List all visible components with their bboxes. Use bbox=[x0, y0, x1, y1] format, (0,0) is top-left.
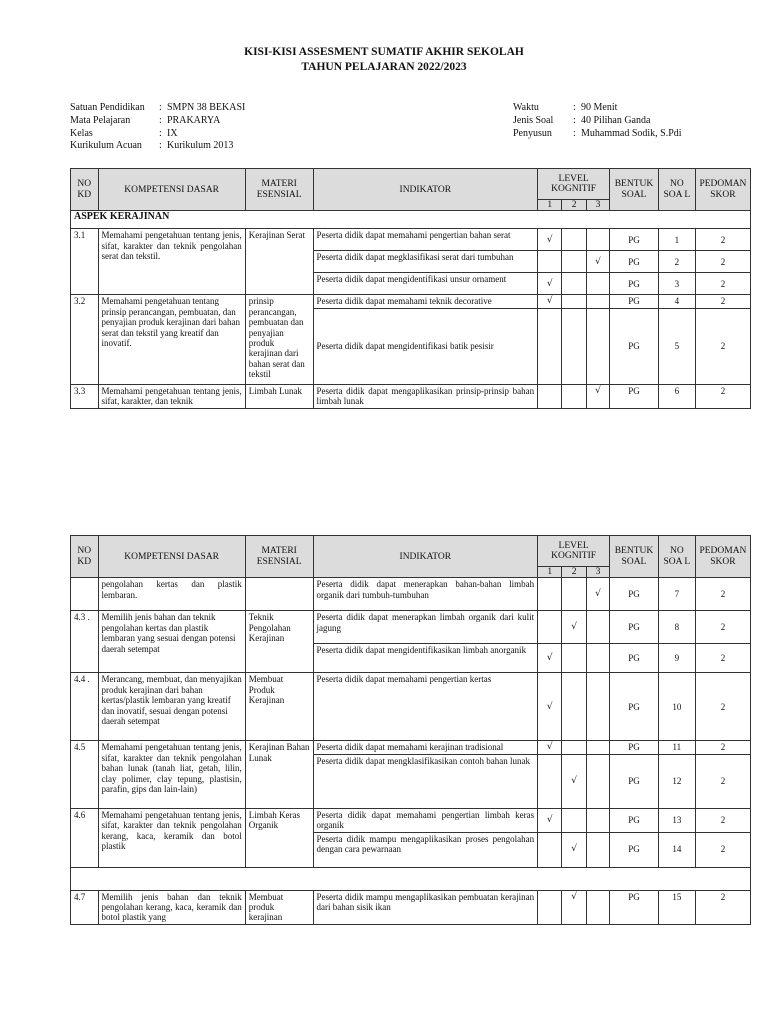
indikator-text: Peserta didik mampu mengaplikasikan proses pengolahan dengan cara pewarnaan bbox=[313, 832, 538, 867]
header-bentuk: BENTUK SOAL bbox=[610, 536, 659, 578]
bentuk-soal: PG bbox=[610, 832, 659, 867]
kd-number: 3.2 bbox=[71, 295, 99, 384]
indikator-text: Peserta didik dapat memahami pengertian kertas bbox=[313, 673, 538, 741]
bentuk-soal: PG bbox=[610, 229, 659, 251]
table-row bbox=[71, 295, 751, 308]
header-no-soal: NO SOA L bbox=[658, 536, 695, 578]
table-row bbox=[71, 611, 751, 644]
kd-text: Memahami pengetahuan tentang jenis, sifat, karakter dan teknik pengolahan kerang, kaca, keramik dan botol plastik bbox=[98, 808, 245, 867]
info-value: 40 Pilihan Ganda bbox=[581, 114, 651, 126]
kisi-table-1 bbox=[70, 168, 751, 409]
level-check: √ bbox=[586, 578, 609, 611]
kd-number: 4.5 bbox=[71, 741, 99, 808]
level-check: √ bbox=[562, 832, 586, 867]
indikator-text: Peserta didik dapat mengidentifikasi batik pesisir bbox=[313, 308, 538, 384]
header-level-3: 3 bbox=[586, 567, 609, 578]
bentuk-soal: PG bbox=[610, 890, 659, 924]
indikator-text: Peserta didik dapat mengklasifikasikan contoh bahan lunak bbox=[313, 754, 538, 808]
level-check: √ bbox=[538, 295, 562, 308]
level-check: √ bbox=[538, 673, 562, 741]
skor: 2 bbox=[695, 741, 750, 754]
header-level-2: 2 bbox=[562, 200, 586, 211]
level-check: √ bbox=[538, 273, 562, 295]
table-row bbox=[71, 673, 751, 741]
kisi-table-2 bbox=[70, 535, 751, 925]
no-soal: 11 bbox=[658, 741, 695, 754]
materi-text: Kerajinan Bahan Lunak bbox=[245, 741, 313, 808]
indikator-text: Peserta didik dapat mengidentifikasikan limbah anorganik bbox=[313, 644, 538, 673]
kd-number: 3.1 bbox=[71, 229, 99, 295]
header-bentuk: BENTUK SOAL bbox=[610, 169, 659, 211]
materi-text: Teknik Pengolahan Kerajinan bbox=[245, 611, 313, 673]
skor: 2 bbox=[695, 308, 750, 384]
info-value: SMPN 38 BEKASI bbox=[167, 102, 246, 113]
no-soal: 2 bbox=[658, 251, 695, 273]
no-soal: 3 bbox=[658, 273, 695, 295]
no-soal: 12 bbox=[658, 754, 695, 808]
skor: 2 bbox=[695, 832, 750, 867]
info-label: Kurikulum Acuan bbox=[70, 140, 142, 152]
indikator-text: Peserta didik dapat menerapkan limbah organik dari kulit jagung bbox=[313, 611, 538, 644]
materi-text: Limbah Lunak bbox=[245, 384, 313, 408]
materi-text: Membuat Produk Kerajinan bbox=[245, 673, 313, 741]
bentuk-soal: PG bbox=[610, 578, 659, 611]
no-soal: 5 bbox=[658, 308, 695, 384]
no-soal: 13 bbox=[658, 808, 695, 832]
kd-text: Merancang, membuat, dan menyajikan produk kerajinan dari bahan kertas/plastik lembaran yang kreatif dan inovatif, sesuai dengan potensi daerah setempat bbox=[98, 673, 245, 741]
bentuk-soal: PG bbox=[610, 295, 659, 308]
kd-text: Memahami pengetahuan tentang jenis, sifat, karakter, dan teknik bbox=[98, 384, 245, 408]
kd-text: Memahami pengetahuan tentang jenis, sifat, karakter dan teknik pengolahan serat dan tekstil. bbox=[98, 229, 245, 295]
no-soal: 15 bbox=[658, 890, 695, 924]
section-title: ASPEK KERAJINAN bbox=[71, 211, 751, 229]
header-materi: MATERI ESENSIAL bbox=[245, 169, 313, 211]
kd-number: 3.3 bbox=[71, 384, 99, 408]
kd-number: 4.6 bbox=[71, 808, 99, 867]
info-right: Waktu : 90 Menit Jenis Soal : 40 Pilihan Ganda Penyusun : Muhammad Sodik, S.Pdi bbox=[513, 102, 682, 139]
materi-text: Kerajinan Serat bbox=[245, 229, 313, 295]
level-check: √ bbox=[538, 229, 562, 251]
indikator-text: Peserta didik dapat memahami pengertian limbah keras organik bbox=[313, 808, 538, 832]
materi-text: Limbah Keras Organik bbox=[245, 808, 313, 867]
info-label: Satuan Pendidikan bbox=[70, 102, 145, 113]
empty-row bbox=[71, 867, 751, 890]
document-title: KISI-KISI ASSESMENT SUMATIF AKHIR SEKOLAH bbox=[244, 46, 524, 58]
skor: 2 bbox=[695, 251, 750, 273]
table-row bbox=[71, 384, 751, 408]
info-label: Kelas bbox=[70, 127, 93, 139]
skor: 2 bbox=[695, 273, 750, 295]
indikator-text: Peserta didik dapat memahami kerajinan tradisional bbox=[313, 741, 538, 754]
skor: 2 bbox=[695, 808, 750, 832]
document-subtitle: TAHUN PELAJARAN 2022/2023 bbox=[301, 61, 467, 73]
no-soal: 7 bbox=[658, 578, 695, 611]
indikator-text: Peserta didik dapat memahami teknik decorative bbox=[313, 295, 538, 308]
skor: 2 bbox=[695, 578, 750, 611]
header-materi: MATERI ESENSIAL bbox=[245, 536, 313, 578]
header-indikator: INDIKATOR bbox=[313, 169, 538, 211]
kd-text: Memilih jenis bahan dan teknik pengolahan kerang, kaca, keramik dan botol plastik yang bbox=[98, 890, 245, 924]
level-check: √ bbox=[538, 808, 562, 832]
no-soal: 6 bbox=[658, 384, 695, 408]
skor: 2 bbox=[695, 611, 750, 644]
table-row bbox=[71, 741, 751, 754]
kd-text: Memahami pengetahuan tentang prinsip perancangan, pembuatan, dan penyajian produk kerajinan dari bahan serat dan tekstil yang kreatif dan inovatif. bbox=[98, 295, 245, 384]
level-check: √ bbox=[562, 754, 586, 808]
header-no-kd: NO KD bbox=[71, 536, 99, 578]
bentuk-soal: PG bbox=[610, 611, 659, 644]
table-row bbox=[71, 808, 751, 832]
bentuk-soal: PG bbox=[610, 384, 659, 408]
indikator-text: Peserta didik dapat megklasifikasi serat dari tumbuhan bbox=[313, 251, 538, 273]
bentuk-soal: PG bbox=[610, 273, 659, 295]
level-check: √ bbox=[538, 644, 562, 673]
header-no-kd: NO KD bbox=[71, 169, 99, 211]
no-soal: 14 bbox=[658, 832, 695, 867]
bentuk-soal: PG bbox=[610, 808, 659, 832]
skor: 2 bbox=[695, 754, 750, 808]
level-check: √ bbox=[562, 890, 586, 924]
table-row bbox=[71, 890, 751, 924]
level-check: √ bbox=[538, 741, 562, 754]
bentuk-soal: PG bbox=[610, 308, 659, 384]
kd-text: Memilih jenis bahan dan teknik pengolahan kertas dan plastik lembaran yang sesuai dengan potensi daerah setempat bbox=[98, 611, 245, 673]
indikator-text: Peserta didik dapat mengidentifikasi unsur ornament bbox=[313, 273, 538, 295]
info-value: PRAKARYA bbox=[167, 114, 221, 126]
info-left: Satuan Pendidikan : SMPN 38 BEKASI Mata Pelajaran : PRAKARYA Kelas : IX Kurikulum Acuan : Kurikulum 2013 bbox=[70, 102, 246, 152]
bentuk-soal: PG bbox=[610, 673, 659, 741]
info-label: Mata Pelajaran bbox=[70, 114, 131, 126]
info-label: Jenis Soal bbox=[513, 114, 554, 126]
header-no-soal: NO SOA L bbox=[658, 169, 695, 211]
header-pedoman: PEDOMAN SKOR bbox=[695, 169, 750, 211]
no-soal: 8 bbox=[658, 611, 695, 644]
materi-text: prinsip perancangan, pembuatan dan penyajian produk kerajinan dari bahan serat dan tekstil bbox=[245, 295, 313, 384]
kd-text: pengolahan kertas dan plastik lembaran. bbox=[98, 578, 245, 611]
bentuk-soal: PG bbox=[610, 741, 659, 754]
no-soal: 9 bbox=[658, 644, 695, 673]
header-level-2: 2 bbox=[562, 567, 586, 578]
bentuk-soal: PG bbox=[610, 644, 659, 673]
info-label: Waktu bbox=[513, 102, 539, 113]
no-soal: 10 bbox=[658, 673, 695, 741]
bentuk-soal: PG bbox=[610, 251, 659, 273]
header-pedoman: PEDOMAN SKOR bbox=[695, 536, 750, 578]
skor: 2 bbox=[695, 295, 750, 308]
table-row bbox=[71, 229, 751, 251]
bentuk-soal: PG bbox=[610, 754, 659, 808]
kd-number: 4.3 . bbox=[71, 611, 99, 673]
header-kompetensi: KOMPETENSI DASAR bbox=[98, 169, 245, 211]
header-level-3: 3 bbox=[586, 200, 609, 211]
header-level-1: 1 bbox=[538, 200, 562, 211]
skor: 2 bbox=[695, 644, 750, 673]
info-value: 90 Menit bbox=[581, 102, 618, 113]
skor: 2 bbox=[695, 229, 750, 251]
indikator-text: Peserta didik dapat mengaplikasikan prinsip-prinsip bahan limbah lunak bbox=[313, 384, 538, 408]
kd-number: 4.4 . bbox=[71, 673, 99, 741]
no-soal: 1 bbox=[658, 229, 695, 251]
kd-text: Memahami pengetahuan tentang jenis, sifat, karakter dan teknik pengolahan bahan lunak (tanah liat, getah, lilin, clay polimer, clay tepung, plastisin, parafin, gips dan lain-lain) bbox=[98, 741, 245, 808]
indikator-text: Peserta didik dapat menerapkan bahan-bahan limbah organik dari tumbuh-tumbuhan bbox=[313, 578, 538, 611]
skor: 2 bbox=[695, 673, 750, 741]
materi-text: Membuat produk kerajinan bbox=[245, 890, 313, 924]
header-level: LEVEL KOGNITIF bbox=[538, 536, 610, 567]
info-value: IX bbox=[167, 127, 178, 139]
table-row bbox=[71, 578, 751, 611]
no-soal: 4 bbox=[658, 295, 695, 308]
header-level-1: 1 bbox=[538, 567, 562, 578]
skor: 2 bbox=[695, 384, 750, 408]
level-check: √ bbox=[562, 611, 586, 644]
level-check: √ bbox=[586, 251, 609, 273]
info-value: Kurikulum 2013 bbox=[167, 140, 234, 152]
indikator-text: Peserta didik mampu mengaplikasikan pembuatan kerajinan dari bahan sisik ikan bbox=[313, 890, 538, 924]
info-label: Penyusun bbox=[513, 127, 552, 139]
indikator-text: Peserta didik dapat memahami pengertian bahan serat bbox=[313, 229, 538, 251]
skor: 2 bbox=[695, 890, 750, 924]
kd-number: 4.7 bbox=[71, 890, 99, 924]
header-kompetensi: KOMPETENSI DASAR bbox=[98, 536, 245, 578]
header-level: LEVEL KOGNITIF bbox=[538, 169, 610, 200]
level-check: √ bbox=[586, 384, 609, 408]
header-indikator: INDIKATOR bbox=[313, 536, 538, 578]
info-value: Muhammad Sodik, S.Pdi bbox=[581, 127, 682, 139]
